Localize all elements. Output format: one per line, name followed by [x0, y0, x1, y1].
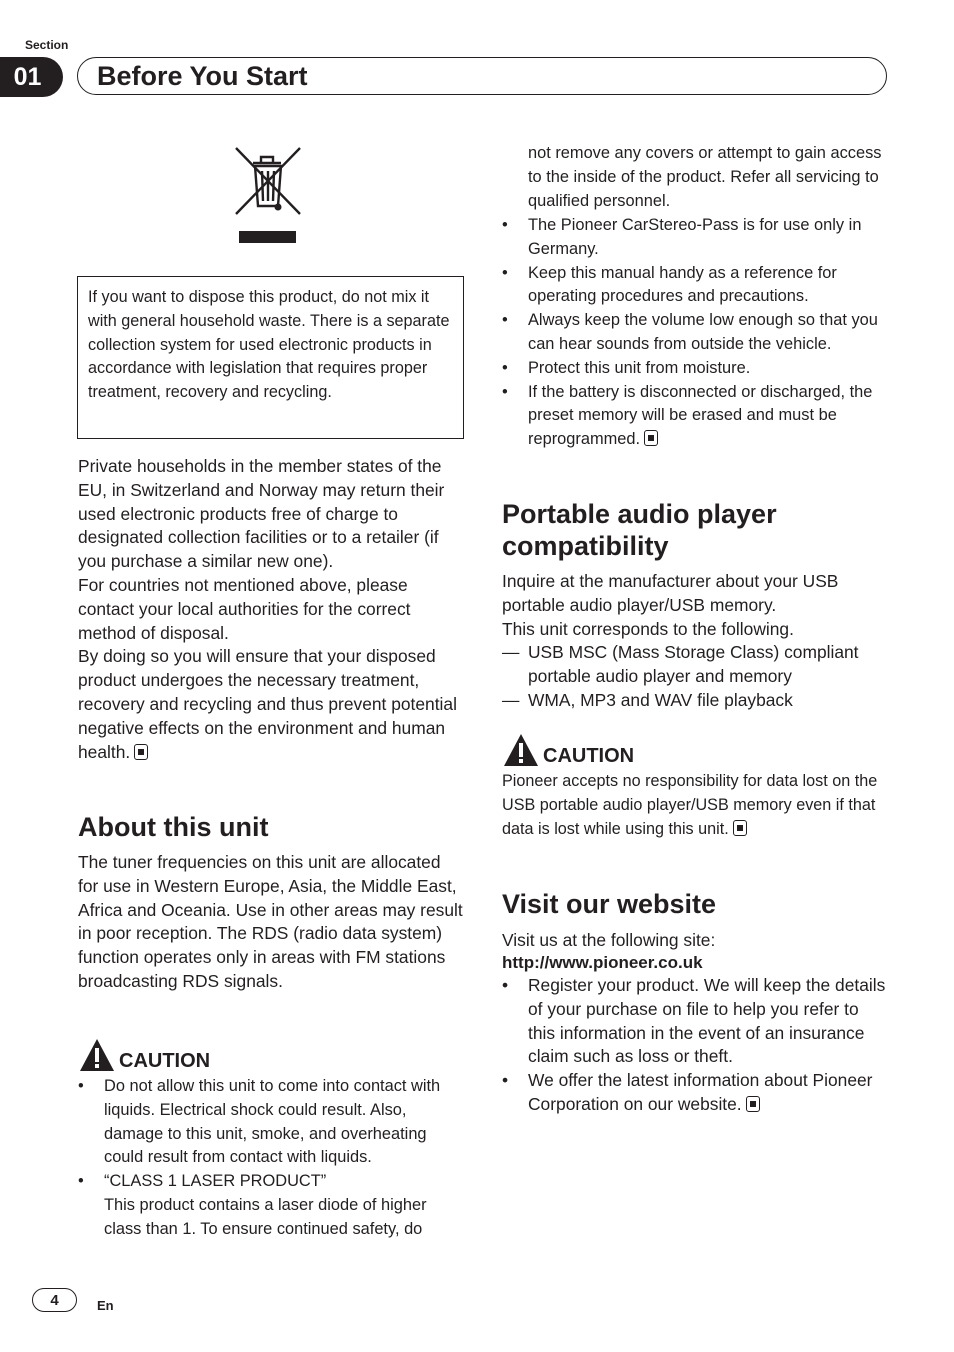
about-text: The tuner frequencies on this unit are allocated for use in Western Europe, Asia, the Middle East, Africa and Oceania. Use in other areas may result in poor reception. The RDS (radio data system) function operates only in areas with FM stations broadcasting RDS signals.: [78, 852, 463, 991]
website-list: [502, 974, 890, 1117]
end-of-section-icon: [733, 820, 747, 836]
private-households-section: [78, 455, 464, 764]
portable-section: [502, 570, 890, 713]
portable-text-1: Inquire at the manufacturer about your USB portable audio player/USB memory.: [502, 571, 839, 615]
warning-triangle-icon: [79, 1038, 115, 1072]
caution-text-right: Pioneer accepts no responsibility for data lost on the USB portable audio player/USB memory even if that data is lost while using this unit.: [502, 772, 878, 838]
disposal-notice-box: [77, 276, 464, 439]
crossed-out-wheelie-bin-icon: [233, 146, 303, 246]
about-section: [78, 851, 464, 994]
list-item: • Always keep the volume low enough so that you can hear sounds from outside the vehicle.: [502, 311, 878, 353]
list-item: • If the battery is disconnected or discharged, the preset memory will be erased and must be reprogrammed.: [502, 382, 873, 449]
end-of-section-icon: [746, 1096, 760, 1112]
end-of-section-icon: [644, 430, 658, 446]
website-section: [502, 929, 890, 1117]
end-of-section-icon: [134, 744, 148, 760]
page-number: 4: [32, 1288, 77, 1312]
portable-heading: Portable audio player compatibility: [502, 499, 777, 561]
list-item: • We offer the latest information about Pioneer Corporation on our website.: [502, 1070, 873, 1114]
list-item: • “CLASS 1 LASER PRODUCT” This product contains a laser diode of higher class than 1. To ensure continued safety, do: [78, 1172, 427, 1238]
website-text: Visit us at the following site:: [502, 930, 716, 950]
caution-label: CAUTION: [543, 745, 635, 767]
website-link[interactable]: http://www.pioneer.co.uk: [502, 953, 703, 972]
list-item: • Protect this unit from moisture.: [502, 358, 751, 377]
list-item: • Register your product. We will keep the details of your purchase on file to help you refer to this information in the event of an insurance claim such as loss or theft.: [502, 975, 886, 1067]
caution-heading-left: [79, 1038, 210, 1072]
caution-heading-right: [503, 733, 634, 767]
about-heading: About this unit: [78, 812, 269, 842]
language-code: En: [97, 1298, 114, 1313]
section-number-badge: 01: [0, 57, 63, 97]
website-heading: Visit our website: [502, 889, 717, 919]
caution-label: CAUTION: [119, 1050, 211, 1072]
private-households-paragraph-2: For countries not mentioned above, please contact your local authorities for the correct method of disposal.: [78, 574, 411, 643]
private-households-paragraph-1: Private households in the member states of the EU, in Switzerland and Norway may return their used electronic products free of charge to designated collection facilities or to a retailer (if you purchase a similar new one).: [78, 456, 445, 572]
warning-triangle-icon: [503, 733, 539, 767]
disposal-notice-text: If you want to dispose this product, do not mix it with general household waste. There is a separate collection system for used electronic products in accordance with legislation that requires proper treatment, recovery and recycling.: [88, 288, 450, 402]
list-item: • Keep this manual handy as a reference for operating procedures and precautions.: [502, 263, 837, 306]
portable-dash-list: [502, 641, 890, 712]
laser-continued-text: not remove any covers or attempt to gain access to the inside of the product. Refer all servicing to qualified personnel.: [528, 144, 882, 210]
section-title: Before You Start: [97, 61, 308, 91]
list-item: — USB MSC (Mass Storage Class) compliant portable audio player and memory: [502, 642, 859, 687]
caution-text-right-block: [502, 770, 890, 841]
caution-list-left: [78, 1075, 464, 1242]
portable-text-2: This unit corresponds to the following.: [502, 618, 794, 639]
list-item: — WMA, MP3 and WAV file playback: [502, 689, 793, 710]
precautions-list: [502, 214, 890, 452]
list-item: • The Pioneer CarStereo-Pass is for use only in Germany.: [502, 216, 862, 258]
section-label: Section: [25, 38, 69, 52]
private-households-paragraph-3: By doing so you will ensure that your disposed product undergoes the necessary treatment, recovery and recycling and thus prevent potential negative effects on the environment and human health.: [78, 646, 457, 762]
list-item: • Do not allow this unit to come into contact with liquids. Electrical shock could result. Also, damage to this unit, smoke, and overheating could result from contact with liquids.: [78, 1077, 441, 1167]
laser-continued: [528, 142, 890, 213]
